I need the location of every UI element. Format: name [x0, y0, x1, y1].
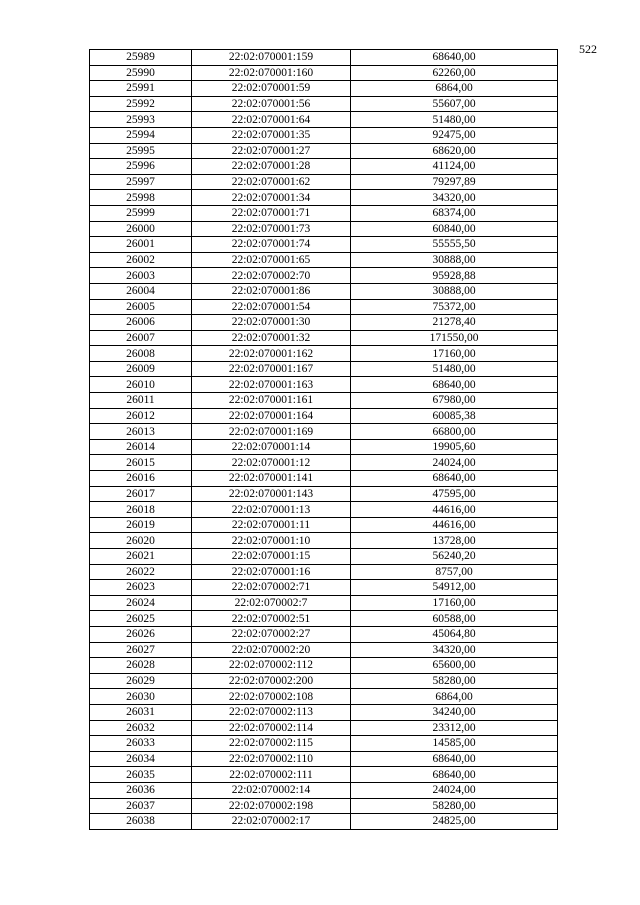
- cadastral-number-cell: 22:02:070001:34: [192, 190, 351, 206]
- row-number-cell: 26000: [90, 221, 192, 237]
- table-row: [90, 50, 558, 66]
- table-row: [90, 237, 558, 253]
- table-row: [90, 299, 558, 315]
- cadastral-number-cell: 22:02:070002:20: [192, 642, 351, 658]
- cadastral-number-cell: 22:02:070001:12: [192, 455, 351, 471]
- table-row: [90, 268, 558, 284]
- value-cell: 75372,00: [351, 299, 558, 315]
- value-cell: 24024,00: [351, 455, 558, 471]
- cadastral-number-cell: 22:02:070002:70: [192, 268, 351, 284]
- value-cell: 68640,00: [351, 50, 558, 66]
- value-cell: 171550,00: [351, 330, 558, 346]
- table-row: [90, 330, 558, 346]
- value-cell: 23312,00: [351, 720, 558, 736]
- table-row: [90, 96, 558, 112]
- row-number-cell: 26002: [90, 252, 192, 268]
- cadastral-number-cell: 22:02:070001:35: [192, 127, 351, 143]
- table-row: [90, 502, 558, 518]
- table-row: [90, 283, 558, 299]
- value-cell: 68640,00: [351, 751, 558, 767]
- row-number-cell: 26038: [90, 814, 192, 830]
- value-cell: 51480,00: [351, 112, 558, 128]
- row-number-cell: 26006: [90, 315, 192, 331]
- value-cell: 68374,00: [351, 205, 558, 221]
- table-row: [90, 595, 558, 611]
- value-cell: 67980,00: [351, 393, 558, 409]
- value-cell: 14585,00: [351, 736, 558, 752]
- value-cell: 68640,00: [351, 377, 558, 393]
- table-row: [90, 704, 558, 720]
- table-row: [90, 190, 558, 206]
- table-row: [90, 361, 558, 377]
- row-number-cell: 26022: [90, 564, 192, 580]
- value-cell: 56240,20: [351, 549, 558, 565]
- value-cell: 41124,00: [351, 159, 558, 175]
- cadastral-number-cell: 22:02:070002:112: [192, 658, 351, 674]
- cadastral-number-cell: 22:02:070001:71: [192, 205, 351, 221]
- cadastral-number-cell: 22:02:070001:141: [192, 471, 351, 487]
- cadastral-number-cell: 22:02:070001:15: [192, 549, 351, 565]
- row-number-cell: 26034: [90, 751, 192, 767]
- value-cell: 68620,00: [351, 143, 558, 159]
- cadastral-number-cell: 22:02:070002:108: [192, 689, 351, 705]
- value-cell: 19905,60: [351, 439, 558, 455]
- value-cell: 13728,00: [351, 533, 558, 549]
- cadastral-number-cell: 22:02:070001:167: [192, 361, 351, 377]
- cadastral-number-cell: 22:02:070001:163: [192, 377, 351, 393]
- cadastral-number-cell: 22:02:070001:143: [192, 486, 351, 502]
- row-number-cell: 26028: [90, 658, 192, 674]
- cadastral-number-cell: 22:02:070002:7: [192, 595, 351, 611]
- row-number-cell: 26031: [90, 704, 192, 720]
- value-cell: 58280,00: [351, 798, 558, 814]
- cadastral-number-cell: 22:02:070001:86: [192, 283, 351, 299]
- row-number-cell: 26019: [90, 517, 192, 533]
- table-row: [90, 252, 558, 268]
- cadastral-number-cell: 22:02:070001:16: [192, 564, 351, 580]
- row-number-cell: 26003: [90, 268, 192, 284]
- value-cell: 6864,00: [351, 81, 558, 97]
- cadastral-number-cell: 22:02:070002:200: [192, 673, 351, 689]
- row-number-cell: 25992: [90, 96, 192, 112]
- table-row: [90, 424, 558, 440]
- row-number-cell: 26013: [90, 424, 192, 440]
- row-number-cell: 26014: [90, 439, 192, 455]
- value-cell: 8757,00: [351, 564, 558, 580]
- cadastral-number-cell: 22:02:070001:32: [192, 330, 351, 346]
- value-cell: 92475,00: [351, 127, 558, 143]
- row-number-cell: 26008: [90, 346, 192, 362]
- row-number-cell: 26016: [90, 471, 192, 487]
- row-number-cell: 26018: [90, 502, 192, 518]
- row-number-cell: 26030: [90, 689, 192, 705]
- table-row: [90, 486, 558, 502]
- row-number-cell: 26012: [90, 408, 192, 424]
- row-number-cell: 26024: [90, 595, 192, 611]
- cadastral-number-cell: 22:02:070002:17: [192, 814, 351, 830]
- row-number-cell: 26007: [90, 330, 192, 346]
- cadastral-number-cell: 22:02:070002:113: [192, 704, 351, 720]
- table-row: [90, 549, 558, 565]
- row-number-cell: 26005: [90, 299, 192, 315]
- table-row: [90, 159, 558, 175]
- table-row: [90, 736, 558, 752]
- cadastral-number-cell: 22:02:070001:54: [192, 299, 351, 315]
- value-cell: 17160,00: [351, 346, 558, 362]
- value-cell: 68640,00: [351, 767, 558, 783]
- table-row: [90, 782, 558, 798]
- table-row: [90, 174, 558, 190]
- table-row: [90, 112, 558, 128]
- row-number-cell: 26036: [90, 782, 192, 798]
- cadastral-number-cell: 22:02:070001:73: [192, 221, 351, 237]
- value-cell: 17160,00: [351, 595, 558, 611]
- row-number-cell: 26026: [90, 626, 192, 642]
- table-row: [90, 798, 558, 814]
- cadastral-number-cell: 22:02:070001:30: [192, 315, 351, 331]
- value-cell: 24024,00: [351, 782, 558, 798]
- table-row: [90, 689, 558, 705]
- row-number-cell: 26020: [90, 533, 192, 549]
- row-number-cell: 26037: [90, 798, 192, 814]
- table-row: [90, 533, 558, 549]
- cadastral-number-cell: 22:02:070002:114: [192, 720, 351, 736]
- cadastral-number-cell: 22:02:070001:161: [192, 393, 351, 409]
- cadastral-number-cell: 22:02:070001:28: [192, 159, 351, 175]
- value-cell: 54912,00: [351, 580, 558, 596]
- table-row: [90, 205, 558, 221]
- value-cell: 79297,89: [351, 174, 558, 190]
- value-cell: 47595,00: [351, 486, 558, 502]
- row-number-cell: 26025: [90, 611, 192, 627]
- cadastral-number-cell: 22:02:070001:14: [192, 439, 351, 455]
- value-cell: 55607,00: [351, 96, 558, 112]
- cadastral-number-cell: 22:02:070001:10: [192, 533, 351, 549]
- cadastral-number-cell: 22:02:070001:13: [192, 502, 351, 518]
- row-number-cell: 25989: [90, 50, 192, 66]
- table-row: [90, 143, 558, 159]
- table-row: [90, 455, 558, 471]
- row-number-cell: 26021: [90, 549, 192, 565]
- table-row: [90, 471, 558, 487]
- row-number-cell: 26033: [90, 736, 192, 752]
- row-number-cell: 26015: [90, 455, 192, 471]
- table-row: [90, 564, 558, 580]
- value-cell: 51480,00: [351, 361, 558, 377]
- value-cell: 95928,88: [351, 268, 558, 284]
- table-row: [90, 346, 558, 362]
- row-number-cell: 25990: [90, 65, 192, 81]
- table-row: [90, 408, 558, 424]
- table-row: [90, 221, 558, 237]
- row-number-cell: 26029: [90, 673, 192, 689]
- cadastral-number-cell: 22:02:070001:64: [192, 112, 351, 128]
- value-cell: 68640,00: [351, 471, 558, 487]
- table-row: [90, 658, 558, 674]
- row-number-cell: 26035: [90, 767, 192, 783]
- row-number-cell: 26027: [90, 642, 192, 658]
- cadastral-number-cell: 22:02:070002:110: [192, 751, 351, 767]
- value-cell: 21278,40: [351, 315, 558, 331]
- value-cell: 44616,00: [351, 502, 558, 518]
- table-row: [90, 814, 558, 830]
- page-number: 522: [579, 42, 597, 56]
- value-cell: 62260,00: [351, 65, 558, 81]
- cadastral-number-cell: 22:02:070002:27: [192, 626, 351, 642]
- table-row: [90, 611, 558, 627]
- registry-table: [89, 49, 558, 830]
- cadastral-number-cell: 22:02:070002:51: [192, 611, 351, 627]
- table-row: [90, 626, 558, 642]
- value-cell: 55555,50: [351, 237, 558, 253]
- cadastral-number-cell: 22:02:070001:160: [192, 65, 351, 81]
- cadastral-number-cell: 22:02:070001:162: [192, 346, 351, 362]
- table-row: [90, 81, 558, 97]
- value-cell: 34240,00: [351, 704, 558, 720]
- table-row: [90, 127, 558, 143]
- table-row: [90, 377, 558, 393]
- cadastral-number-cell: 22:02:070001:56: [192, 96, 351, 112]
- table-row: [90, 439, 558, 455]
- row-number-cell: 25995: [90, 143, 192, 159]
- row-number-cell: 26010: [90, 377, 192, 393]
- value-cell: 30888,00: [351, 283, 558, 299]
- value-cell: 60840,00: [351, 221, 558, 237]
- row-number-cell: 26004: [90, 283, 192, 299]
- value-cell: 6864,00: [351, 689, 558, 705]
- cadastral-number-cell: 22:02:070001:65: [192, 252, 351, 268]
- cadastral-number-cell: 22:02:070001:59: [192, 81, 351, 97]
- table-row: [90, 315, 558, 331]
- registry-table-body: [90, 50, 558, 830]
- cadastral-number-cell: 22:02:070002:111: [192, 767, 351, 783]
- value-cell: 60085,38: [351, 408, 558, 424]
- table-row: [90, 65, 558, 81]
- value-cell: 58280,00: [351, 673, 558, 689]
- row-number-cell: 25999: [90, 205, 192, 221]
- table-row: [90, 393, 558, 409]
- row-number-cell: 25993: [90, 112, 192, 128]
- cadastral-number-cell: 22:02:070001:11: [192, 517, 351, 533]
- value-cell: 60588,00: [351, 611, 558, 627]
- table-row: [90, 673, 558, 689]
- value-cell: 30888,00: [351, 252, 558, 268]
- cadastral-number-cell: 22:02:070001:159: [192, 50, 351, 66]
- table-row: [90, 517, 558, 533]
- table-row: [90, 767, 558, 783]
- value-cell: 44616,00: [351, 517, 558, 533]
- cadastral-number-cell: 22:02:070002:14: [192, 782, 351, 798]
- row-number-cell: 25994: [90, 127, 192, 143]
- row-number-cell: 25991: [90, 81, 192, 97]
- row-number-cell: 26017: [90, 486, 192, 502]
- row-number-cell: 26009: [90, 361, 192, 377]
- value-cell: 65600,00: [351, 658, 558, 674]
- table-row: [90, 751, 558, 767]
- row-number-cell: 26011: [90, 393, 192, 409]
- value-cell: 45064,80: [351, 626, 558, 642]
- value-cell: 34320,00: [351, 190, 558, 206]
- cadastral-number-cell: 22:02:070001:62: [192, 174, 351, 190]
- cadastral-number-cell: 22:02:070001:74: [192, 237, 351, 253]
- row-number-cell: 26023: [90, 580, 192, 596]
- row-number-cell: 26032: [90, 720, 192, 736]
- row-number-cell: 26001: [90, 237, 192, 253]
- cadastral-number-cell: 22:02:070001:164: [192, 408, 351, 424]
- value-cell: 24825,00: [351, 814, 558, 830]
- row-number-cell: 25997: [90, 174, 192, 190]
- value-cell: 34320,00: [351, 642, 558, 658]
- cadastral-number-cell: 22:02:070001:27: [192, 143, 351, 159]
- cadastral-number-cell: 22:02:070002:71: [192, 580, 351, 596]
- row-number-cell: 25996: [90, 159, 192, 175]
- cadastral-number-cell: 22:02:070002:198: [192, 798, 351, 814]
- table-row: [90, 720, 558, 736]
- table-row: [90, 642, 558, 658]
- cadastral-number-cell: 22:02:070002:115: [192, 736, 351, 752]
- table-row: [90, 580, 558, 596]
- cadastral-number-cell: 22:02:070001:169: [192, 424, 351, 440]
- value-cell: 66800,00: [351, 424, 558, 440]
- row-number-cell: 25998: [90, 190, 192, 206]
